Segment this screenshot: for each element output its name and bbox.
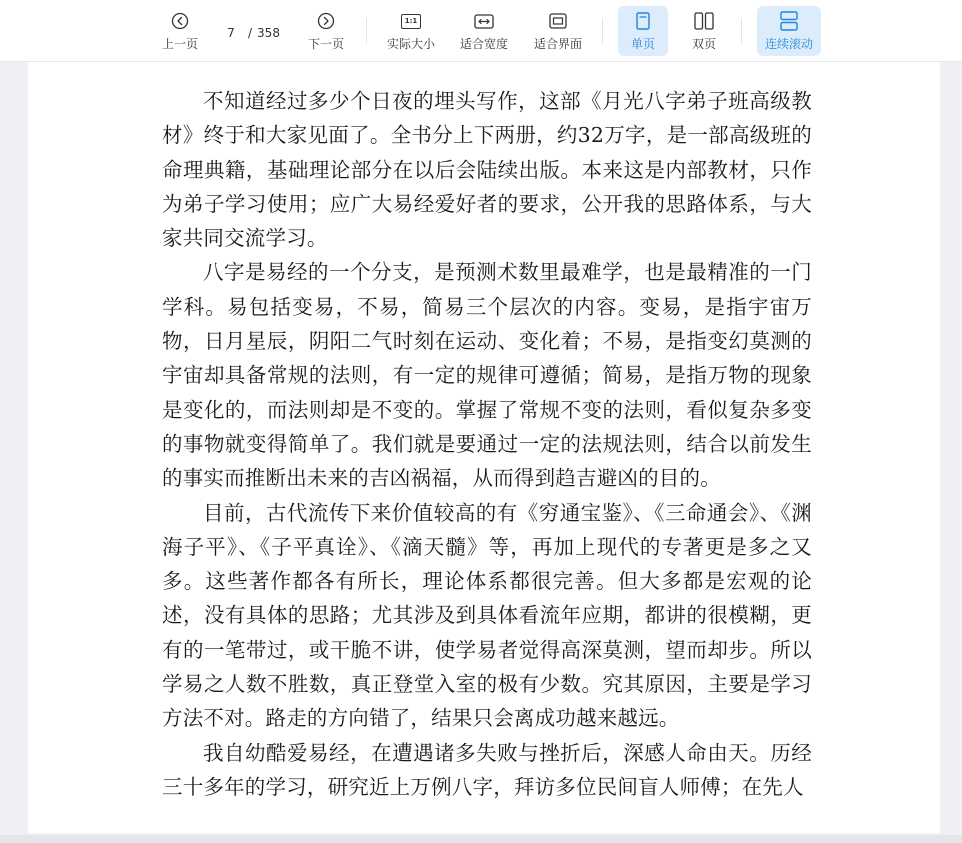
paragraph: 目前，古代流传下来价值较高的有《穷通宝鉴》、《三命通会》、《渊海子平》、《子平真诠》、《滴天髓》等，再加上现代的专著更是多之又多。这些著作都各有所长，理论体系都很完善。但大多都是宏观的论述，没有具体的思路；尤其涉及到具体看流年应期，都讲的很模糊，更有的一笔带过，或干脆不讲，使学易者觉得高深莫测，望而却步。所以学易之人数不胜数，真正登堂入室的极有少数。究其原因，主要是学习方法不对。路走的方向错了，结果只会离成功越来越远。 (162, 500, 812, 731)
chevron-right-circle-icon (317, 12, 335, 30)
continuous-scroll-label: 连续滚动 (764, 37, 813, 51)
page-indicator (216, 22, 280, 44)
page-separator: / (248, 26, 253, 40)
actual-size-label: 实际大小 (386, 37, 435, 51)
paragraph: 八字是易经的一个分支，是预测术数里最难学，也是最精准的一门学科。易包括变易，不易，简易三个层次的内容。变易，是指宇宙万物，日月星辰，阴阳二气时刻在运动、变化着；不易，是指变幻莫测的宇宙却具备常规的法则，有一定的规律可遵循；简易，是指万物的现象是变化的，而法则却是不变的。掌握了常规不变的法则，看似复杂多变的事物就变得简单了。我们就是要通过一定的法规法则，结合以前发生的事实而推断出未来的吉凶祸福，从而得到趋吉避凶的目的。 (162, 260, 812, 491)
single-page-label: 单页 (630, 37, 655, 51)
total-pages: 358 (257, 26, 280, 40)
paragraph: 不知道经过多少个日夜的埋头写作，这部《月光八字弟子班高级教材》终于和大家见面了。全书分上下两册，约32万字，是一部高级班的命理典籍，基础理论部分在以后会陆续出版。本来这是内部教材，只作为弟子学习使用；应广大易经爱好者的要求，公开我的思路体系，与大家共同交流学习。 (162, 89, 812, 251)
toolbar-divider (366, 18, 367, 44)
double-page-icon (694, 12, 714, 30)
toolbar-divider (741, 18, 742, 44)
prev-page-label: 上一页 (161, 37, 198, 51)
document-page (28, 62, 940, 833)
fit-page-label: 适合界面 (533, 37, 582, 51)
fit-width-button[interactable] (455, 6, 513, 56)
page-number-input[interactable] (216, 23, 246, 43)
next-page-button[interactable] (304, 6, 348, 56)
toolbar-divider (602, 18, 603, 44)
prev-page-button[interactable] (158, 6, 202, 56)
chevron-left-circle-icon (171, 12, 189, 30)
single-page-icon (636, 12, 650, 30)
fit-page-button[interactable] (528, 6, 588, 56)
fit-page-icon (549, 13, 567, 29)
single-page-button[interactable] (618, 6, 668, 56)
continuous-scroll-button[interactable] (757, 6, 821, 56)
double-page-button[interactable] (680, 6, 728, 56)
actual-size-button[interactable] (382, 6, 440, 56)
document-viewer[interactable] (0, 62, 962, 843)
viewer-toolbar (0, 0, 962, 62)
bottom-scroll-track (0, 835, 962, 843)
next-page-label: 下一页 (307, 37, 344, 51)
fit-width-label: 适合宽度 (459, 37, 508, 51)
continuous-scroll-icon (780, 11, 798, 31)
actual-size-icon (401, 14, 421, 29)
page-text (162, 84, 812, 804)
double-page-label: 双页 (691, 37, 716, 51)
actual-size-icon-text: 1:1 (404, 16, 418, 25)
paragraph: 我自幼酷爱易经，在遭遇诸多失败与挫折后，深感人命由天。历经三十多年的学习，研究近上万例八字，拜访多位民间盲人师傅；在先人 (162, 740, 812, 799)
fit-width-icon (474, 14, 494, 29)
